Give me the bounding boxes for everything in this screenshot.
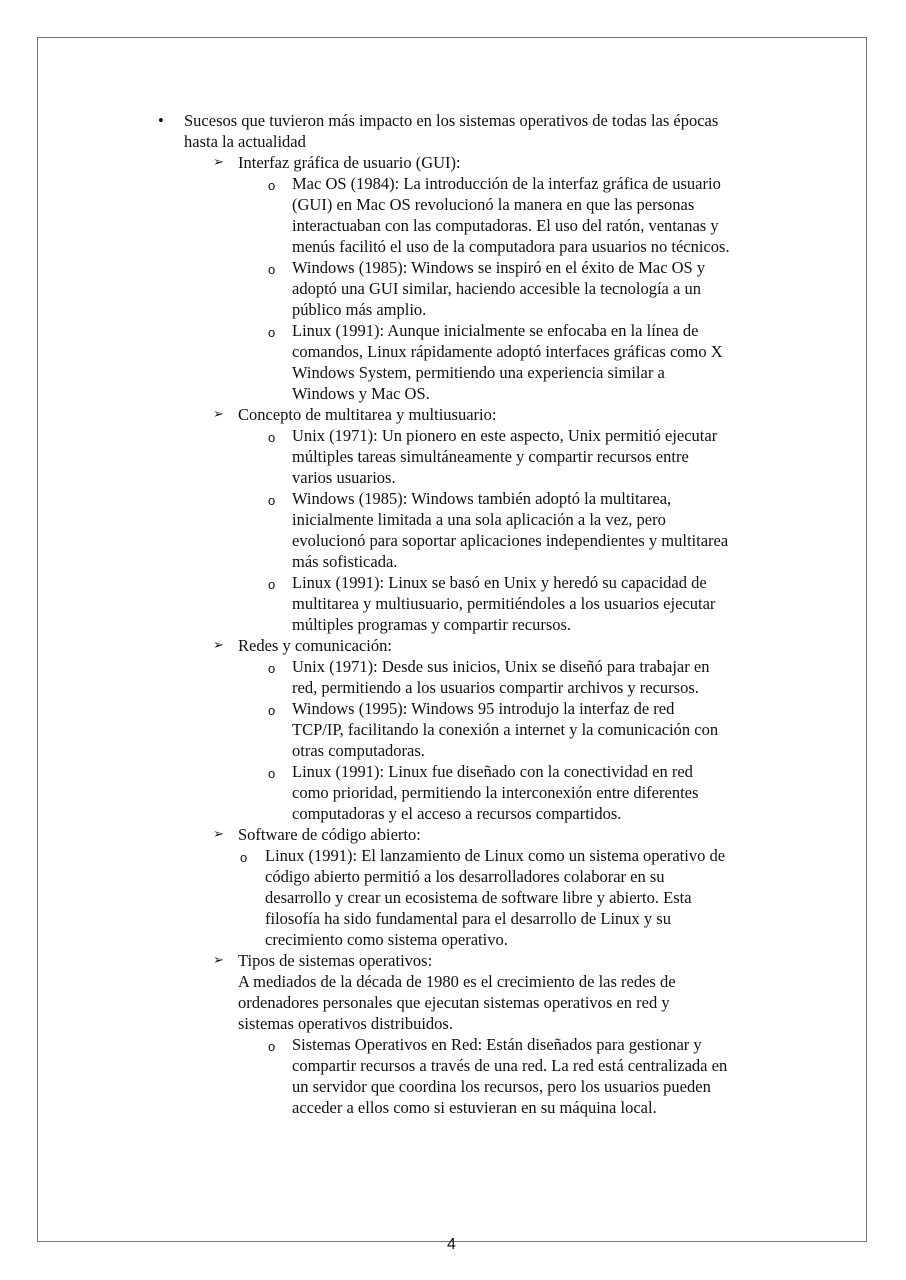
- section-title: [0, 950, 906, 971]
- bullet-line: [0, 110, 906, 131]
- list-item-line: [0, 446, 906, 467]
- text-line: Software de código abierto:: [238, 825, 421, 844]
- bullet-line: [0, 131, 906, 152]
- list-item-line: [0, 698, 906, 719]
- text-line: Windows System, permitiendo una experiencia similar a: [292, 363, 665, 382]
- text-line: Linux (1991): Linux fue diseñado con la conectividad en red: [292, 762, 693, 781]
- list-item-line: [0, 677, 906, 698]
- section-title: [0, 404, 906, 425]
- list-item-line: [0, 803, 906, 824]
- text-line: Windows (1985): Windows se inspiró en el éxito de Mac OS y: [292, 258, 706, 277]
- text-line: un servidor que coordina los recursos, pero los usuarios pueden: [292, 1077, 711, 1096]
- section-title: [0, 152, 906, 173]
- text-line: comandos, Linux rápidamente adoptó interfaces gráficas como X: [292, 342, 723, 361]
- list-item-line: [0, 1055, 906, 1076]
- list-item-line: [0, 740, 906, 761]
- arrow-bullet-icon: ➢: [213, 638, 224, 653]
- section-title: [0, 635, 906, 656]
- text-line: Sistemas Operativos en Red: Están diseñados para gestionar y: [292, 1035, 702, 1054]
- list-item-line: [0, 1034, 906, 1055]
- list-item-line: [0, 1076, 906, 1097]
- text-line: Linux (1991): Aunque inicialmente se enfocaba en la línea de: [292, 321, 699, 340]
- text-line: Tipos de sistemas operativos:: [238, 951, 433, 970]
- list-item-line: [0, 887, 906, 908]
- text-line: inicialmente limitada a una sola aplicación a la vez, pero: [292, 510, 666, 529]
- page-number: 4: [447, 1236, 456, 1253]
- text-line: Concepto de multitarea y multiusuario:: [238, 405, 497, 424]
- list-item-line: [0, 719, 906, 740]
- text-line: Interfaz gráfica de usuario (GUI):: [238, 153, 461, 172]
- circle-bullet-icon: o: [240, 850, 248, 865]
- list-item-line: [0, 194, 906, 215]
- document-body: [0, 110, 906, 1118]
- list-item-line: [0, 215, 906, 236]
- text-line: público más amplio.: [292, 300, 427, 319]
- list-item-line: [0, 467, 906, 488]
- list-item-line: [0, 488, 906, 509]
- text-line: A mediados de la década de 1980 es el crecimiento de las redes de: [238, 972, 676, 991]
- circle-bullet-icon: o: [268, 430, 276, 445]
- list-item-line: [0, 236, 906, 257]
- section-intro-line: [0, 992, 906, 1013]
- circle-bullet-icon: o: [268, 661, 276, 676]
- text-line: red, permitiendo a los usuarios compartir archivos y recursos.: [292, 678, 699, 697]
- text-line: Sucesos que tuvieron más impacto en los sistemas operativos de todas las épocas: [184, 111, 719, 130]
- list-item-line: [0, 782, 906, 803]
- section-intro-line: [0, 971, 906, 992]
- list-item-line: [0, 299, 906, 320]
- text-line: adoptó una GUI similar, haciendo accesible la tecnología a un: [292, 279, 701, 298]
- text-line: Windows y Mac OS.: [292, 384, 430, 403]
- arrow-bullet-icon: ➢: [213, 155, 224, 170]
- list-item-line: [0, 572, 906, 593]
- circle-bullet-icon: o: [268, 178, 276, 193]
- list-item-line: [0, 278, 906, 299]
- circle-bullet-icon: o: [268, 262, 276, 277]
- text-line: evolucionó para soportar aplicaciones independientes y multitarea: [292, 531, 729, 550]
- text-line: código abierto permitió a los desarrolladores colaborar en su: [265, 867, 665, 886]
- arrow-bullet-icon: ➢: [213, 827, 224, 842]
- text-line: Windows (1995): Windows 95 introdujo la interfaz de red: [292, 699, 675, 718]
- text-line: compartir recursos a través de una red. La red está centralizada en: [292, 1056, 728, 1075]
- text-line: desarrollo y crear un ecosistema de software libre y abierto. Esta: [265, 888, 692, 907]
- circle-bullet-icon: o: [268, 766, 276, 781]
- text-line: menús facilitó el uso de la computadora para usuarios no técnicos.: [292, 237, 730, 256]
- text-line: crecimiento como sistema operativo.: [265, 930, 508, 949]
- circle-bullet-icon: o: [268, 577, 276, 592]
- text-line: multitarea y multiusuario, permitiéndoles a los usuarios ejecutar: [292, 594, 716, 613]
- text-line: sistemas operativos distribuidos.: [238, 1014, 453, 1033]
- text-line: Mac OS (1984): La introducción de la interfaz gráfica de usuario: [292, 174, 721, 193]
- circle-bullet-icon: o: [268, 325, 276, 340]
- list-item-line: [0, 908, 906, 929]
- text-line: como prioridad, permitiendo la interconexión entre diferentes: [292, 783, 699, 802]
- arrow-bullet-icon: ➢: [213, 953, 224, 968]
- text-line: filosofía ha sido fundamental para el desarrollo de Linux y su: [265, 909, 671, 928]
- circle-bullet-icon: o: [268, 703, 276, 718]
- list-item-line: [0, 362, 906, 383]
- text-line: Windows (1985): Windows también adoptó la multitarea,: [292, 489, 672, 508]
- list-item-line: [0, 656, 906, 677]
- text-line: Linux (1991): Linux se basó en Unix y heredó su capacidad de: [292, 573, 707, 592]
- text-line: Redes y comunicación:: [238, 636, 392, 655]
- list-item-line: [0, 593, 906, 614]
- text-line: ordenadores personales que ejecutan sistemas operativos en red y: [238, 993, 670, 1012]
- circle-bullet-icon: o: [268, 1039, 276, 1054]
- section-intro-line: [0, 1013, 906, 1034]
- text-line: múltiples programas y compartir recursos.: [292, 615, 572, 634]
- list-item-line: [0, 530, 906, 551]
- list-item-line: [0, 761, 906, 782]
- list-item-line: [0, 1097, 906, 1118]
- section-title: [0, 824, 906, 845]
- list-item-line: [0, 509, 906, 530]
- text-line: computadoras y el acceso a recursos compartidos.: [292, 804, 622, 823]
- list-item-line: [0, 929, 906, 950]
- text-line: Unix (1971): Desde sus inicios, Unix se diseñó para trabajar en: [292, 657, 710, 676]
- text-line: hasta la actualidad: [184, 132, 306, 151]
- text-line: Unix (1971): Un pionero en este aspecto, Unix permitió ejecutar: [292, 426, 718, 445]
- list-item-line: [0, 383, 906, 404]
- text-line: otras computadoras.: [292, 741, 425, 760]
- text-line: acceder a ellos como si estuvieran en su máquina local.: [292, 1098, 657, 1117]
- text-line: interactuaban con las computadoras. El uso del ratón, ventanas y: [292, 216, 719, 235]
- arrow-bullet-icon: ➢: [213, 407, 224, 422]
- list-item-line: [0, 320, 906, 341]
- text-line: varios usuarios.: [292, 468, 396, 487]
- bullet-icon: •: [158, 111, 164, 130]
- list-item-line: [0, 551, 906, 572]
- text-line: TCP/IP, facilitando la conexión a internet y la comunicación con: [292, 720, 719, 739]
- text-line: más sofisticada.: [292, 552, 398, 571]
- text-line: múltiples tareas simultáneamente y compartir recursos entre: [292, 447, 689, 466]
- circle-bullet-icon: o: [268, 493, 276, 508]
- text-line: Linux (1991): El lanzamiento de Linux como un sistema operativo de: [265, 846, 726, 865]
- list-item-line: [0, 614, 906, 635]
- list-item-line: [0, 257, 906, 278]
- list-item-line: [0, 173, 906, 194]
- list-item-line: [0, 425, 906, 446]
- list-item-line: [0, 845, 906, 866]
- text-line: (GUI) en Mac OS revolucionó la manera en que las personas: [292, 195, 695, 214]
- list-item-line: [0, 341, 906, 362]
- list-item-line: [0, 866, 906, 887]
